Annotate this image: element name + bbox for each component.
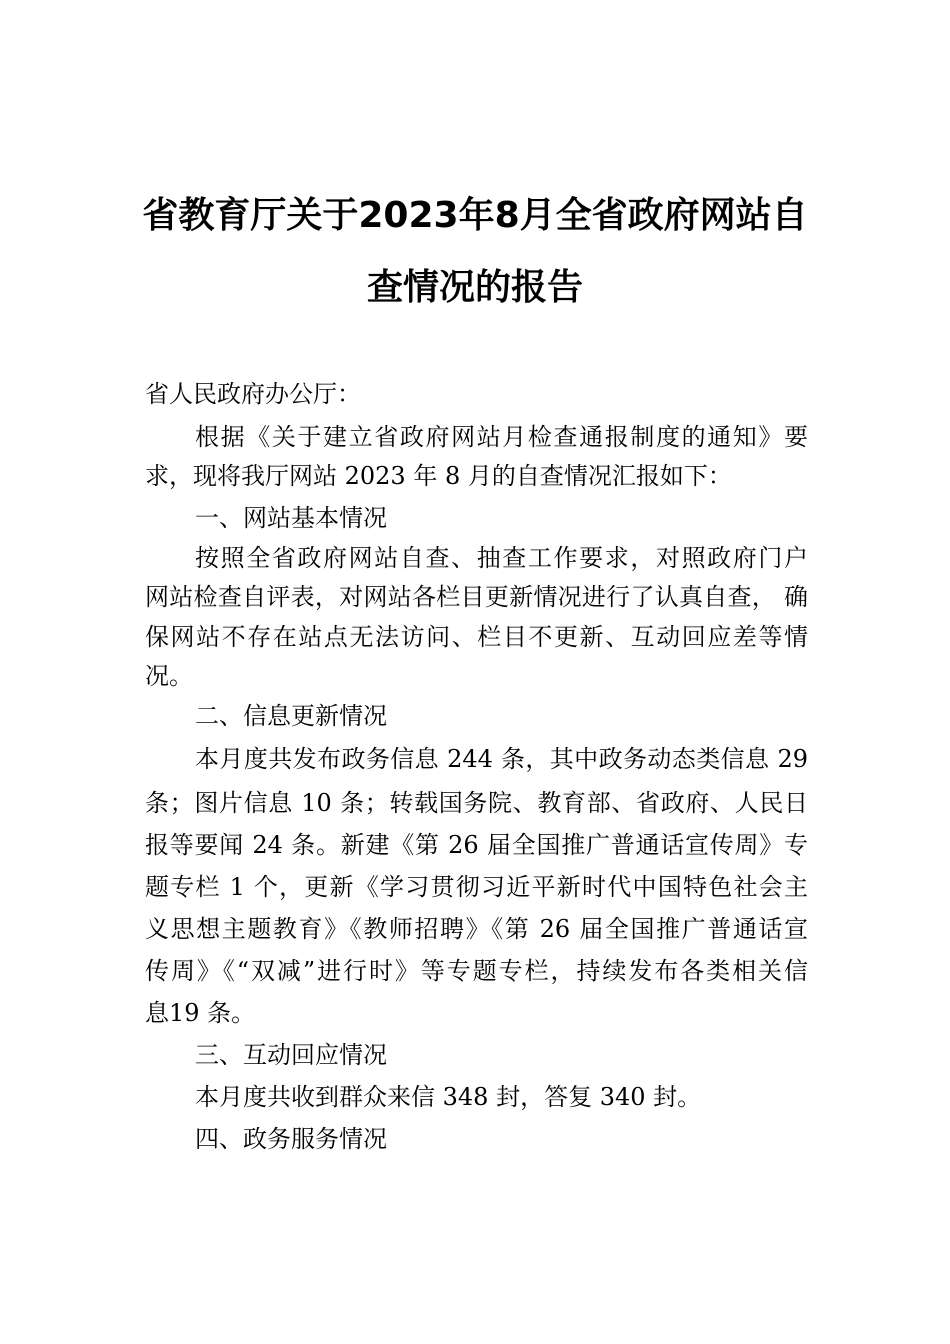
- document-title-line-1: 省教育厅关于2023年8月全省政府网站自: [142, 195, 808, 236]
- section-heading-4: 四、政务服务情况: [195, 1125, 387, 1153]
- paragraph-line: 保网站不存在站点无法访问、栏目不更新、互动回应差等情: [145, 623, 808, 651]
- paragraph-line: 本月度共收到群众来信 348 封，答复 340 封。: [195, 1083, 702, 1111]
- paragraph-line: 传周》《“双减”进行时》等专题专栏，持续发布各类相关信: [145, 957, 808, 985]
- section-heading-2: 二、信息更新情况: [195, 702, 387, 730]
- section-heading-3: 三、互动回应情况: [195, 1041, 387, 1069]
- paragraph-line: 况。: [145, 662, 193, 690]
- salutation: 省人民政府办公厅：: [145, 380, 361, 408]
- intro-line: 根据《关于建立省政府网站月检查通报制度的通知》要: [195, 423, 808, 451]
- document-title-line-2: 查情况的报告: [366, 267, 583, 308]
- paragraph-line: 报等要闻 24 条。新建《第 26 届全国推广普通话宣传周》专: [145, 831, 808, 859]
- paragraph-line: 题专栏 1 个，更新《学习贯彻习近平新时代中国特色社会主: [145, 873, 808, 901]
- paragraph-line: 网站检查自评表，对网站各栏目更新情况进行了认真自查， 确: [145, 583, 808, 611]
- paragraph-line: 按照全省政府网站自查、抽查工作要求，对照政府门户: [195, 544, 808, 572]
- intro-line: 求，现将我厅网站 2023 年 8 月的自查情况汇报如下：: [145, 462, 732, 490]
- paragraph-line: 条；图片信息 10 条；转载国务院、教育部、省政府、人民日: [145, 789, 808, 817]
- paragraph-line: 息19 条。: [145, 999, 256, 1027]
- section-heading-1: 一、网站基本情况: [195, 504, 387, 532]
- paragraph-line: 义思想主题教育》《教师招聘》《第 26 届全国推广普通话宣: [145, 915, 808, 943]
- paragraph-line: 本月度共发布政务信息 244 条，其中政务动态类信息 29: [195, 745, 808, 773]
